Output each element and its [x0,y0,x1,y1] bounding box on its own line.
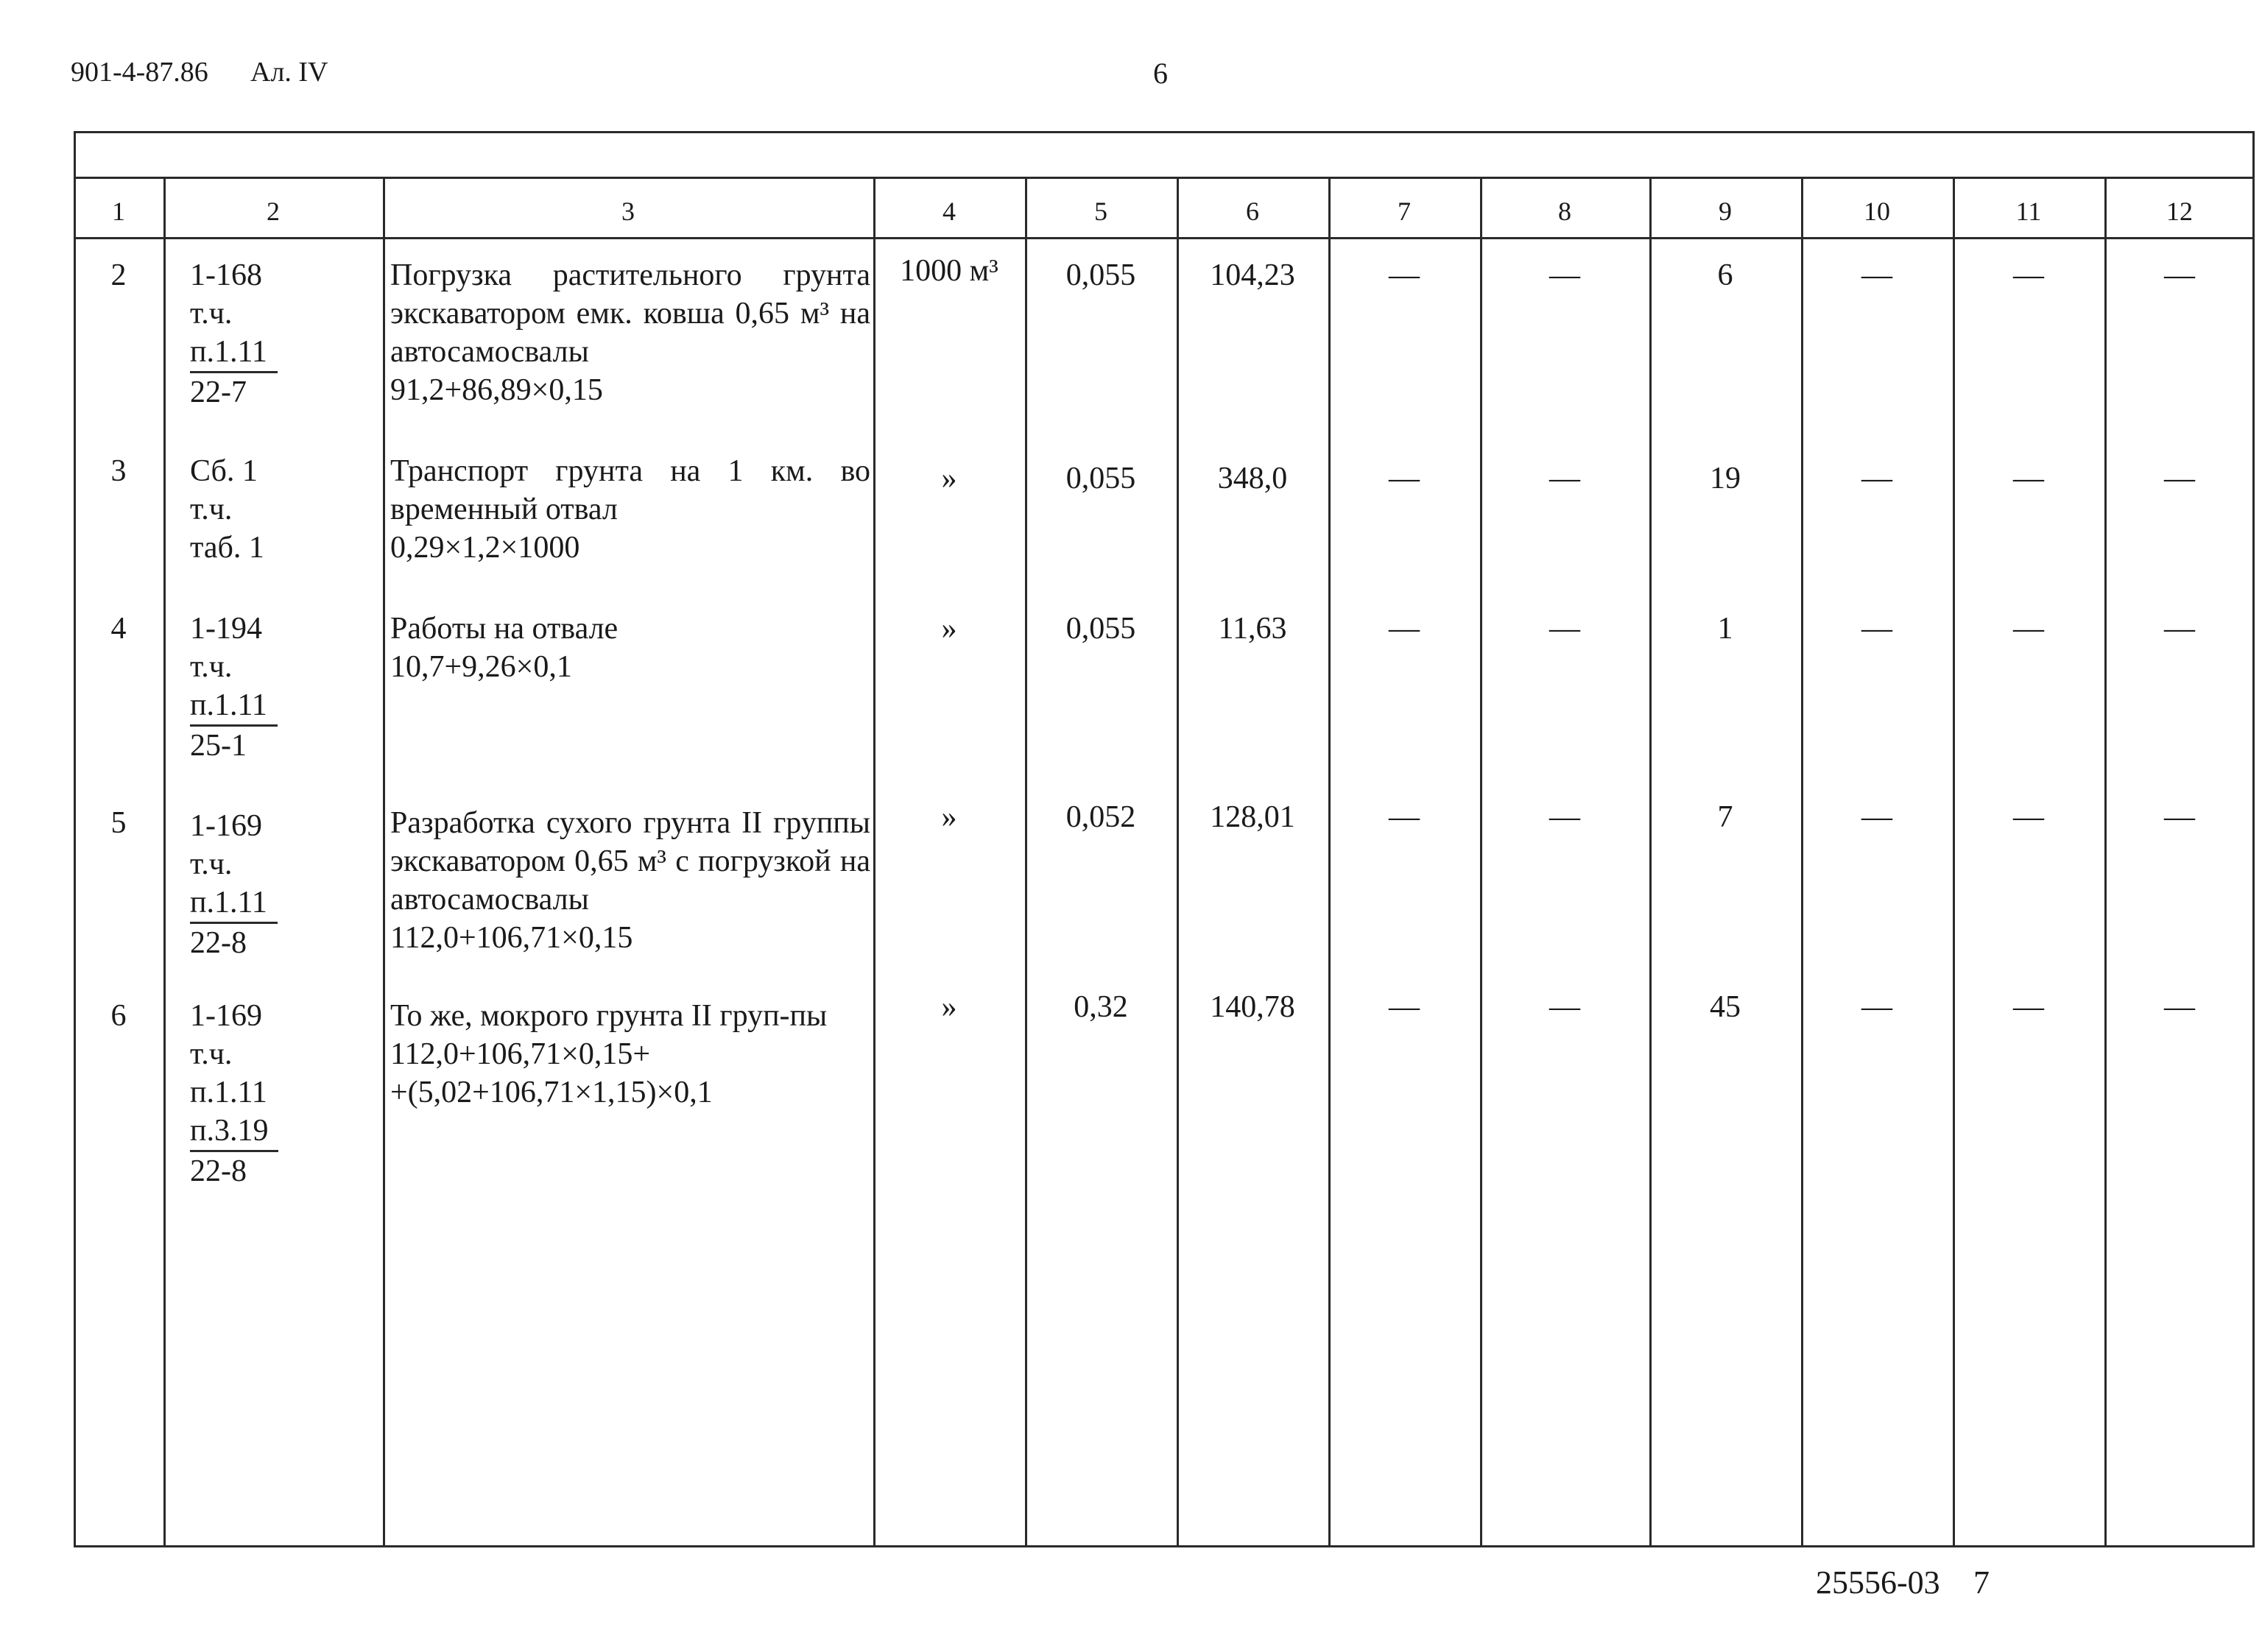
header-divider [74,177,2255,179]
value-col-6: 128,01 [1210,800,1295,834]
unit: » [941,462,957,495]
norm-code: 1-169 т.ч. п.1.11 п.3.19 22-8 [190,997,278,1190]
column-divider [1649,177,1652,1547]
column-number: 6 [1246,197,1259,226]
column-number: 10 [1864,197,1890,226]
value-col-8: — [1549,800,1580,834]
value-col-6: 104,23 [1210,258,1295,292]
value-col-8: — [1549,612,1580,646]
value-col-8: — [1549,990,1580,1024]
column-divider [163,177,166,1547]
value-col-12: — [2164,990,2195,1024]
work-description: Погрузка растительного грунта экскаватором емк. ковша 0,65 м³ на автосамосвалы 91,2+86,89×0,15 [390,258,870,407]
value-col-12: — [2164,462,2195,495]
value-col-6: 140,78 [1210,990,1295,1024]
norm-code: 1-168 т.ч. п.1.11 22-7 [190,256,278,412]
row-number: 6 [110,999,127,1033]
quantity: 0,055 [1065,462,1136,495]
column-divider [1177,177,1179,1547]
value-col-9: 7 [1717,800,1733,834]
value-col-12: — [2164,612,2195,646]
value-col-7: — [1389,258,1420,292]
unit: » [941,612,957,646]
column-number: 7 [1398,197,1411,226]
value-col-7: — [1389,990,1420,1024]
column-number: 11 [2015,197,2042,226]
column-divider [1953,177,1955,1547]
value-col-8: — [1549,462,1580,495]
row-number: 2 [110,258,127,292]
row-number: 3 [110,454,127,488]
unit: » [941,800,957,834]
work-description: Работы на отвале 10,7+9,26×0,1 [390,612,619,684]
column-number: 12 [2166,197,2193,226]
norm-code: 1-194 т.ч. п.1.11 25-1 [190,610,278,765]
quantity: 0,055 [1065,258,1136,292]
column-number: 4 [942,197,956,226]
row-number: 4 [110,612,127,646]
value-col-6: 11,63 [1218,612,1287,646]
column-divider [1801,177,1803,1547]
column-divider [383,177,385,1547]
unit: » [941,990,957,1024]
column-divider [1328,177,1331,1547]
value-col-10: — [1861,990,1892,1024]
quantity: 0,32 [1074,990,1128,1024]
column-number: 1 [112,197,125,226]
value-col-10: — [1861,800,1892,834]
row-number: 5 [110,806,127,840]
album-number: Ал. IV [250,57,328,88]
column-number: 8 [1558,197,1571,226]
value-col-11: — [2013,612,2044,646]
value-col-10: — [1861,258,1892,292]
value-col-9: 19 [1710,462,1741,495]
column-number: 9 [1719,197,1732,226]
value-col-10: — [1861,462,1892,495]
page-number: 6 [1153,57,1168,90]
document-code: 901-4-87.86 [71,57,208,88]
work-description: Транспорт грунта на 1 км. во временный отвал 0,29×1,2×1000 [390,454,870,565]
norm-code: Сб. 1 т.ч. таб. 1 [190,454,264,565]
header-bottom-divider [74,237,2255,239]
value-col-11: — [2013,462,2044,495]
footer-page-number: 7 [1973,1564,1990,1600]
value-col-9: 45 [1710,990,1741,1024]
work-description: Разработка сухого грунта II группы экскаватором 0,65 м³ с погрузкой на автосамосвалы 112,0+106,71×0,15 [390,806,870,955]
column-divider [873,177,875,1547]
value-col-11: — [2013,990,2044,1024]
work-description: То же, мокрого грунта II груп-пы 112,0+106,71×0,15+ +(5,02+106,71×1,15)×0,1 [390,999,828,1109]
column-divider [1480,177,1482,1547]
value-col-9: 1 [1717,612,1733,646]
column-divider [1025,177,1027,1547]
value-col-6: 348,0 [1217,462,1288,495]
value-col-10: — [1861,612,1892,646]
value-col-11: — [2013,800,2044,834]
value-col-7: — [1389,612,1420,646]
value-col-11: — [2013,258,2044,292]
norm-code: 1-169 т.ч. п.1.11 22-8 [190,807,278,962]
unit: 1000 м³ [900,254,998,288]
value-col-9: 6 [1717,258,1733,292]
value-col-7: — [1389,800,1420,834]
column-number: 3 [621,197,635,226]
value-col-12: — [2164,800,2195,834]
quantity: 0,055 [1065,612,1136,646]
quantity: 0,052 [1065,800,1136,834]
column-number: 5 [1094,197,1107,226]
value-col-8: — [1549,258,1580,292]
value-col-7: — [1389,462,1420,495]
column-divider [2104,177,2107,1547]
value-col-12: — [2164,258,2195,292]
footer-document-code: 25556-03 [1816,1564,1940,1600]
column-number: 2 [267,197,280,226]
